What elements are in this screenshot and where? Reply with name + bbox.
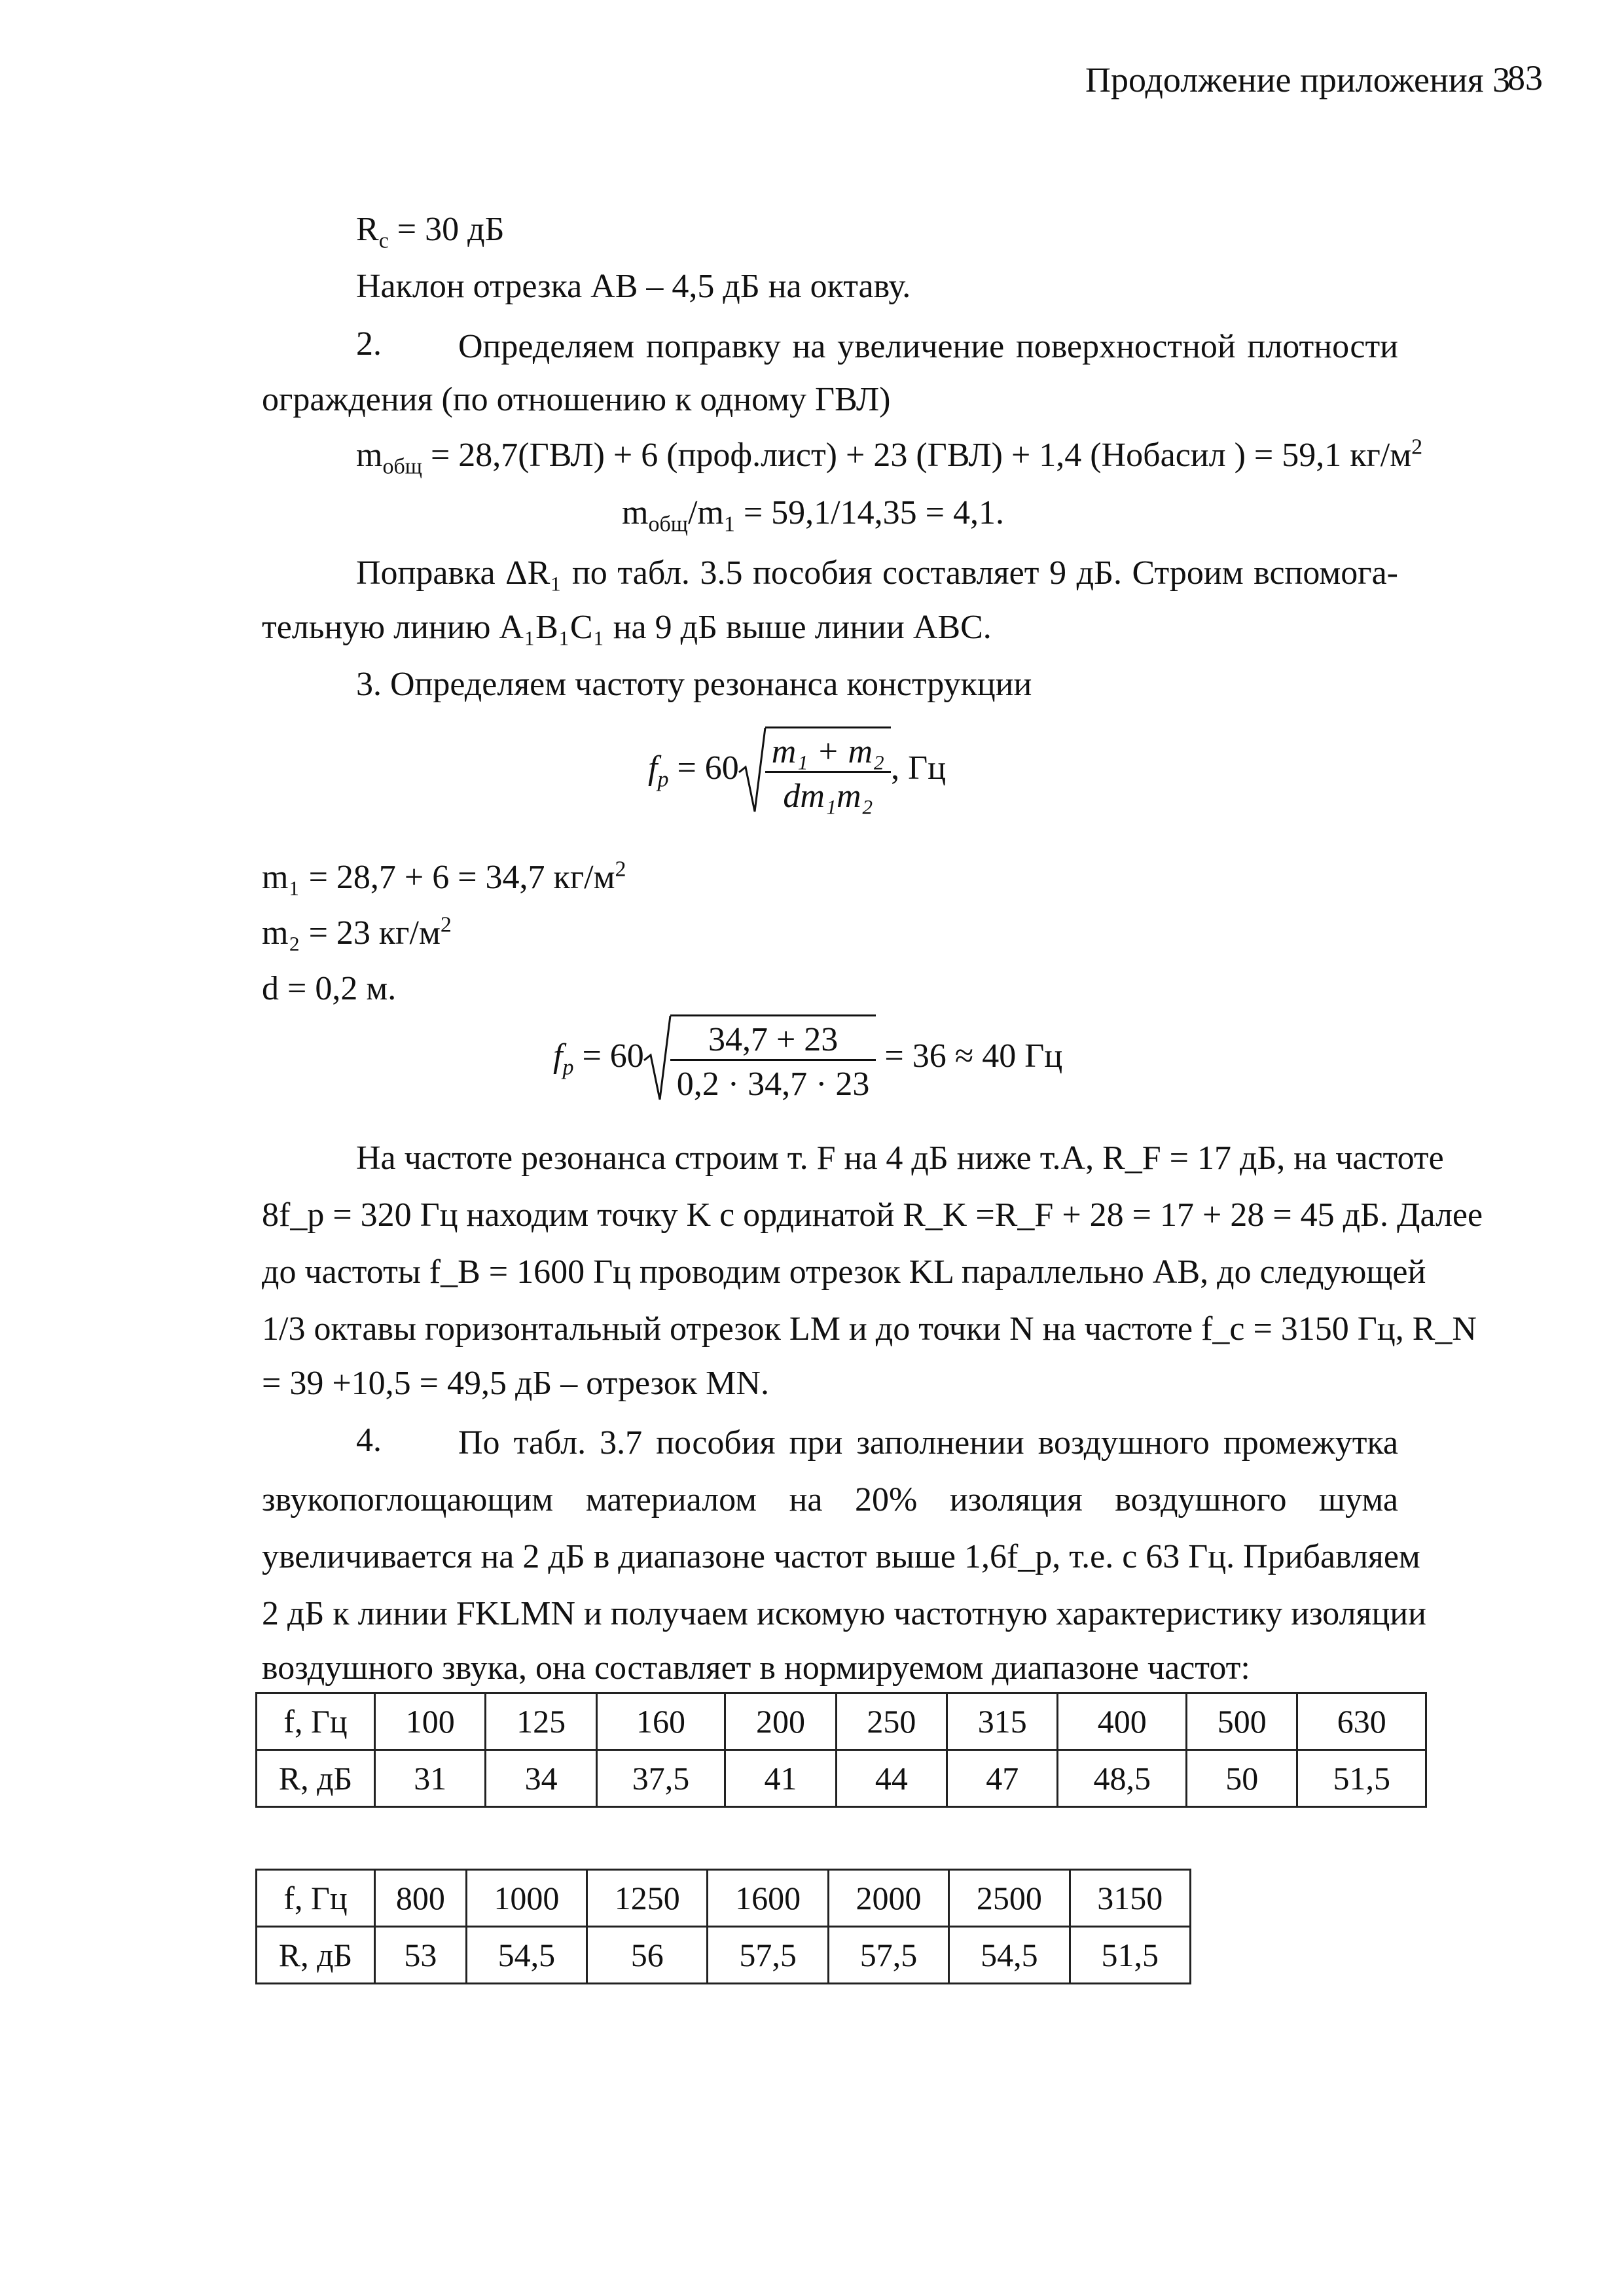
resonance-line3: до частоты f_B = 1600 Гц проводим отрезок KL параллельно АВ, до следующей [262,1253,1426,1291]
table-cell: 2500 [949,1870,1070,1927]
item-4-number: 4. [356,1422,382,1459]
rc-line: $R_c = 30$ дБ [356,211,505,253]
resonance-line5: = 39 +10,5 = 49,5 дБ – отрезок MN. [262,1365,769,1402]
resonance-formula-general: $f_p = 60$ $\frac{\text{m₁ + m₂}}{\text{dm₁m₂}}$ , Гц [648,726,946,816]
mass-total-formula: $m_{общ} = 28,7(ГВЛ) + 6$ (проф.лист) + 23 (ГВЛ) + 1,4 (Нобасил ) = 59,1 $кг/м^2$ [356,435,1423,479]
resonance-line4: 1/3 октавы горизонтальный отрезок LM и до точки N на частоте f_c = 3150 Гц, R_N [262,1310,1477,1348]
table-cell: 125 [486,1693,596,1750]
d-line: d = 0,2 м. [262,970,397,1007]
table-cell: 47 [947,1750,1058,1807]
insulation-table-1 [255,1692,1427,1808]
table-row [257,1750,1426,1807]
header-title: Продолжение приложения 3 [1085,60,1511,99]
item-2-number: 2. [356,325,382,363]
mass-ratio-formula: $m_{общ}/m_1 = 59,1/14,35 = 4,1$. [622,494,1004,537]
table-cell: 2000 [828,1870,948,1927]
item-3-line: 3. Определяем частоту резонанса конструкции [356,666,1032,703]
table-cell: 160 [596,1693,725,1750]
table-cell: 51,5 [1070,1927,1190,1984]
table-cell: 44 [836,1750,947,1807]
resonance-line2: 8f_p = 320 Гц находим точку K с ординатой R_K =R_F + 28 = 17 + 28 = 45 дБ. Далее [262,1196,1483,1234]
table-cell: 37,5 [596,1750,725,1807]
table-cell: 630 [1297,1693,1426,1750]
sqrt-sign [644,1014,670,1106]
table-cell: 50 [1187,1750,1297,1807]
slope-line: Наклон отрезка АВ – 4,5 дБ на октаву. [356,268,911,305]
item-4-line2: звукопоглощающим материалом на 20% изоляция воздушного шума [262,1481,1398,1518]
m1-line: m₁ = 28,7 + 6 = 34,7 $кг/м^2$ [262,857,626,896]
insulation-table-2 [255,1869,1191,1984]
table-cell: 57,5 [708,1927,828,1984]
table-cell: f, Гц [257,1693,375,1750]
table-cell: R, дБ [257,1927,375,1984]
item-2-line2: ограждения (по отношению к одному ГВЛ) [262,381,891,418]
table-cell: 51,5 [1297,1750,1426,1807]
table-row [257,1870,1191,1927]
table-cell: 34 [486,1750,596,1807]
table-row [257,1927,1191,1984]
table-cell: 3150 [1070,1870,1190,1927]
table-cell: 500 [1187,1693,1297,1750]
table-cell: 57,5 [828,1927,948,1984]
table-cell: 800 [375,1870,467,1927]
table-cell: 54,5 [466,1927,586,1984]
table-cell: f, Гц [257,1870,375,1927]
item-4-line5: воздушного звука, она составляет в нормируемом диапазоне частот: [262,1649,1250,1687]
resonance-formula-numeric: $f_p = 60$ $\frac{34,7 + 23}{0,2 \cdot 34,7 \cdot 23}$ = 36 ≈ 40 Гц [553,1014,1062,1103]
table-cell: 53 [375,1927,467,1984]
resonance-line1: На частоте резонанса строим т. F на 4 дБ ниже т.А, R_F = 17 дБ, на частоте [356,1139,1444,1177]
table-cell: 1000 [466,1870,586,1927]
table-cell: 400 [1058,1693,1187,1750]
table-cell: 1600 [708,1870,828,1927]
m2-line: m₂ = 23 $кг/м^2$ [262,912,452,952]
correction-line2: тельную линию А₁В₁С₁ на 9 дБ выше линии АВС. [262,609,992,646]
page-number: 83 [1507,58,1543,98]
table-cell: 41 [725,1750,836,1807]
item-4-line4: 2 дБ к линии FKLMN и получаем искомую частотную характеристику изоляции [262,1595,1426,1632]
table-cell: 48,5 [1058,1750,1187,1807]
item-2-line1: Определяем поправку на увеличение поверхностной плотности [458,328,1398,365]
table-cell: R, дБ [257,1750,375,1807]
table-cell: 100 [375,1693,486,1750]
item-4-line1: По табл. 3.7 пособия при заполнении воздушного промежутка [458,1424,1398,1462]
table-cell: 250 [836,1693,947,1750]
item-4-line3: увеличивается на 2 дБ в диапазоне частот выше 1,6f_p, т.е. с 63 Гц. Прибавляем [262,1538,1420,1575]
table-cell: 1250 [587,1870,708,1927]
sqrt-sign [739,726,765,818]
table-cell: 315 [947,1693,1058,1750]
table-cell: 200 [725,1693,836,1750]
correction-line1: Поправка ΔR₁ по табл. 3.5 пособия составляет 9 дБ. Строим вспомога- [356,554,1398,592]
table-cell: 54,5 [949,1927,1070,1984]
table-cell: 31 [375,1750,486,1807]
table-row [257,1693,1426,1750]
table-cell: 56 [587,1927,708,1984]
